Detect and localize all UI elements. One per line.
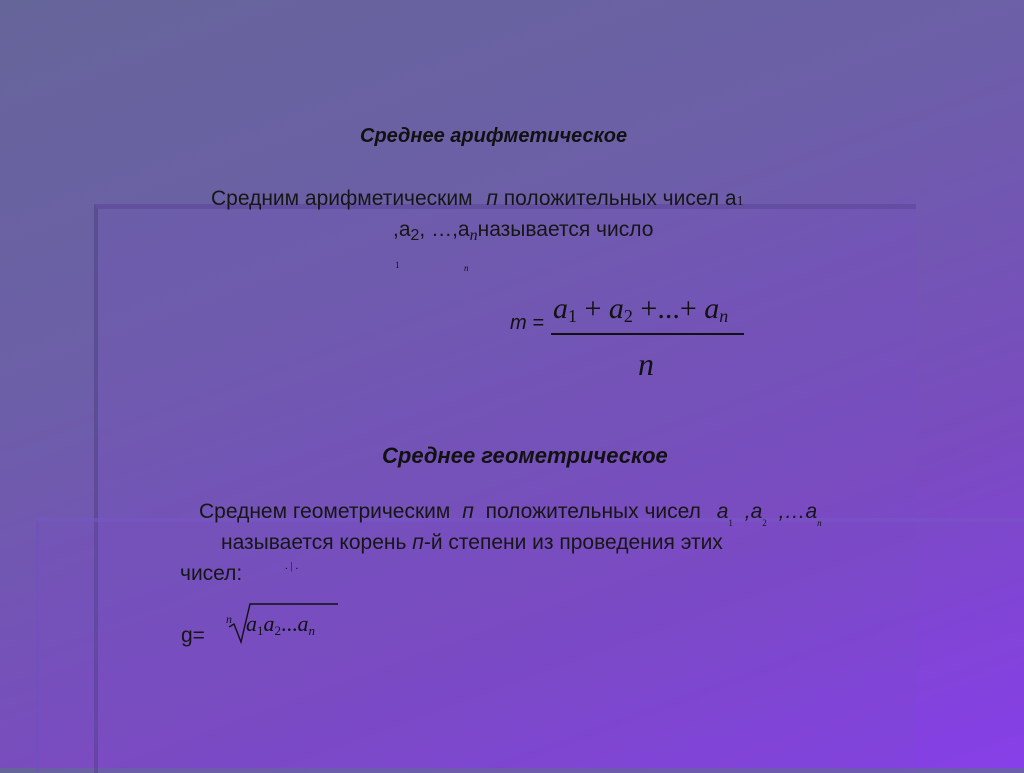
root-index: n [226,612,232,626]
definition-text: называется число [477,218,654,241]
ellipsis: ... [657,292,680,325]
arithmetic-numerator [553,292,728,327]
var-a: a [246,611,257,636]
geometric-definition-line1 [199,500,822,528]
subscript: 1 [728,518,733,528]
definition-text: Среднем геометрическим [199,500,451,523]
var-a: a [553,292,568,325]
plus-sign: + [679,292,697,325]
g-equals-label: g= [181,624,205,647]
n-variable: п [462,500,474,523]
subscript: 2 [623,306,633,326]
subscript: 1 [736,194,744,209]
subscript: 2 [410,227,420,244]
ellipsis: ... [281,611,298,636]
n-variable: п [486,187,498,210]
var-a: а [716,500,729,523]
subscript: 1 [568,306,577,326]
arithmetic-mean-heading: Среднее арифметическое [360,125,628,147]
m-equals-label: m = [510,312,544,334]
definition-text: называется корень [221,531,407,554]
var-a: ,а [744,500,763,523]
subscript: n [719,306,729,326]
arithmetic-denominator: n [638,346,654,382]
stray-subscript: 1 [395,260,400,270]
var-a: a [608,292,624,325]
stray-marks: . | . [285,560,299,572]
definition-text: Средним арифметическим [211,187,473,210]
subscript: n [817,518,822,528]
arithmetic-definition-line2 [393,218,653,245]
arithmetic-definition-line1 [211,187,744,211]
subscript: n [308,623,315,638]
var-a: ,…а [778,500,818,523]
geometric-definition-line2 [221,531,723,555]
geometric-mean-heading: Среднее геометрическое [382,443,668,468]
geometric-definition-line3: чисел: [180,562,243,585]
subscript: 1 [257,623,264,638]
var-a: a [263,611,275,636]
fraction-bar [551,333,744,335]
plus-sign: + [584,292,602,325]
subscript: 2 [274,623,281,638]
definition-text: положительных чисел [485,500,701,523]
geometric-radicand [246,611,315,639]
plus-sign: + [640,292,658,325]
n-variable: п [412,531,424,554]
definition-text: -й степени из проведения этих [423,531,723,554]
stray-subscript: n [464,263,469,273]
var-a: a [297,611,309,636]
subscript: n [469,227,478,244]
subscript: 2 [762,518,767,528]
var-a: a [704,292,720,325]
definition-text: , …,а [419,218,470,241]
definition-text: ,а [393,218,411,241]
definition-text: положительных чисел а [503,187,737,210]
